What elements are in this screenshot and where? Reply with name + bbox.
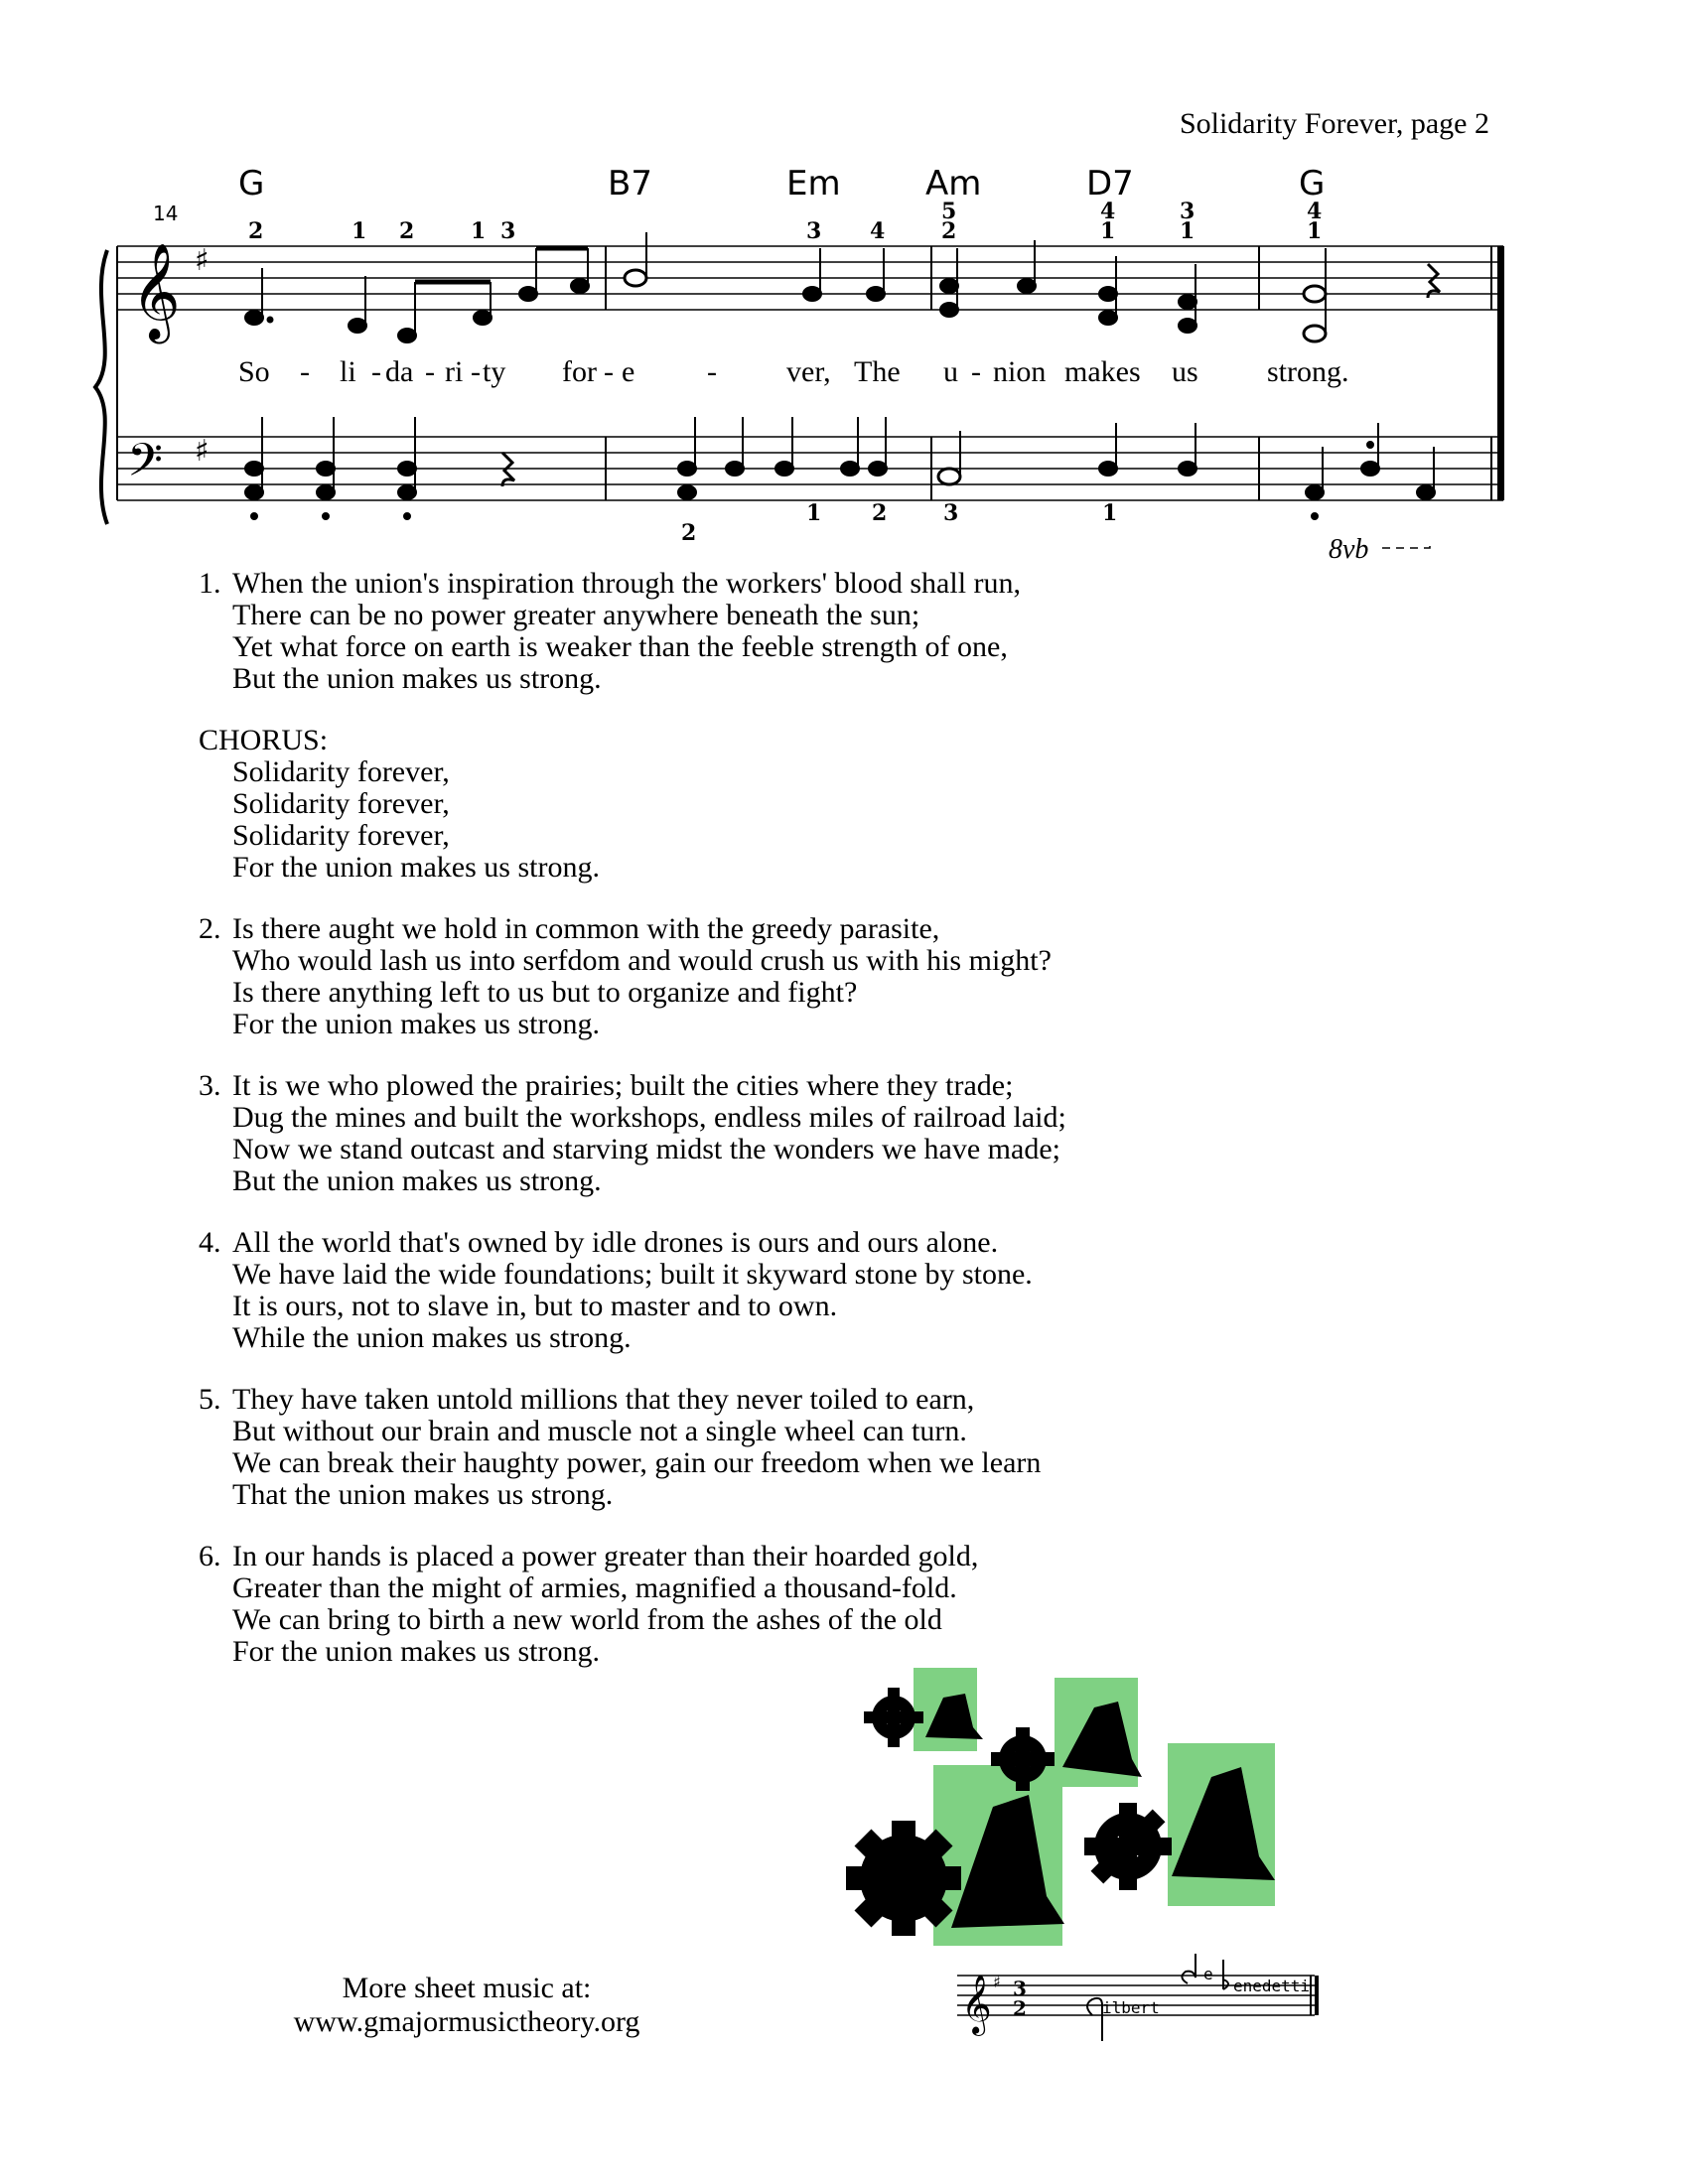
chord-symbol: G <box>1299 164 1326 204</box>
union-gears-logo <box>834 1668 1311 1946</box>
verse-line: Who would lash us into serfdom and would crush us with his might? <box>232 944 1052 977</box>
verse <box>199 1227 1066 1354</box>
verse-line: Is there anything left to us but to organize and fight? <box>232 976 858 1009</box>
verse <box>199 568 1066 695</box>
fingering-number: 1 <box>1307 218 1323 244</box>
fingering-number: 4 <box>1307 199 1323 224</box>
footer <box>238 1972 695 2039</box>
fingering-number: 1 <box>1100 218 1116 244</box>
fingering-number: 1 <box>1180 218 1196 244</box>
fingering-number: 3 <box>1180 199 1196 224</box>
lyric-syllable: - <box>971 355 981 388</box>
verse <box>199 913 1066 1040</box>
chord-symbol: D7 <box>1086 164 1134 204</box>
verse-line: It is we who plowed the prairies; built the cities where they trade; <box>232 1069 1014 1102</box>
verse-line: All the world that's owned by idle drones is ours and ours alone. <box>232 1226 999 1259</box>
verse-line: We can bring to birth a new world from the ashes of the old <box>232 1603 942 1636</box>
verse-line: While the union makes us strong. <box>232 1321 632 1354</box>
verse <box>199 1070 1066 1197</box>
lyric-syllable: u <box>943 355 958 388</box>
lyric-syllable: - <box>707 355 717 388</box>
verse-line: Now we stand outcast and starving midst the wonders we have made; <box>232 1133 1060 1165</box>
chord-symbol: Am <box>925 164 982 204</box>
verse-line: That the union makes us strong. <box>232 1478 614 1511</box>
website-link[interactable]: www.gmajormusictheory.org <box>293 2005 640 2038</box>
time-signature-top: 3 <box>1013 1977 1027 2000</box>
lyric-syllable: for <box>562 355 597 388</box>
time-signature-bottom: 2 <box>1013 1996 1027 2020</box>
fingering-number: 2 <box>248 218 264 244</box>
verse-line: We can break their haughty power, gain our freedom when we learn <box>232 1446 1042 1479</box>
lyric-syllable: li <box>340 355 356 388</box>
sharp-icon: ♯ <box>195 434 210 469</box>
fingering-number: 3 <box>500 218 516 244</box>
system-brace <box>95 250 107 524</box>
composer-signature <box>953 1954 1331 2043</box>
fingering-number: 1 <box>471 218 487 244</box>
lyric-syllable: - <box>300 355 310 388</box>
lyric-syllable: - <box>604 355 614 388</box>
treble-fingerings <box>248 199 1322 244</box>
footer-text: More sheet music at: <box>342 1972 592 2004</box>
lyric-syllable: ty <box>483 355 506 388</box>
verse-line: When the union's inspiration through the workers' blood shall run, <box>232 567 1022 600</box>
verse-line: We have laid the wide foundations; built it skyward stone by stone. <box>232 1258 1033 1291</box>
verse-line: But without our brain and muscle not a single wheel can turn. <box>232 1415 967 1447</box>
fingering-number: 1 <box>352 218 367 244</box>
lyric-syllable: e <box>622 355 635 388</box>
lyric-syllable: us <box>1172 355 1198 388</box>
treble-notes <box>245 232 1440 342</box>
verse-line: It is ours, not to slave in, but to master and to own. <box>232 1290 838 1322</box>
lyric-syllable: - <box>371 355 381 388</box>
verse-number: 3. <box>199 1069 221 1102</box>
fingering-number: 2 <box>681 520 697 546</box>
fingering-number: 2 <box>941 218 957 244</box>
page-title: Solidarity Forever, page 2 <box>1179 107 1489 140</box>
lyric-syllable: nion <box>993 355 1047 388</box>
lyric-syllable: makes <box>1064 355 1141 388</box>
verse <box>199 1384 1066 1511</box>
verse <box>199 1541 1066 1668</box>
chorus-line: Solidarity forever, <box>232 755 450 788</box>
fingering-number: 3 <box>943 500 959 526</box>
lyric-syllable: The <box>854 355 901 388</box>
signature-text: ilbert <box>1102 1998 1160 2017</box>
chorus-line: Solidarity forever, <box>232 787 450 820</box>
chorus-label: CHORUS: <box>199 724 329 756</box>
treble-clef-icon: 𝄞 <box>961 1975 992 2034</box>
chord-symbol: Em <box>786 164 841 204</box>
measure-number: 14 <box>153 202 179 225</box>
lyric-syllable: strong. <box>1267 355 1349 388</box>
verse-line: Yet what force on earth is weaker than the feeble strength of one, <box>232 630 1008 663</box>
verse-number: 1. <box>199 567 221 600</box>
chorus-line: Solidarity forever, <box>232 819 450 852</box>
octave-marking: 8vb <box>1329 534 1369 565</box>
music-score <box>0 0 1688 576</box>
bass-fingerings <box>681 500 1117 546</box>
verse-line: Is there aught we hold in common with the greedy parasite, <box>232 912 940 945</box>
lyric-syllable: - <box>471 355 481 388</box>
chorus-line: For the union makes us strong. <box>232 851 600 884</box>
bass-clef-icon: 𝄢 <box>127 434 164 498</box>
lyric-syllable: - <box>425 355 435 388</box>
chorus <box>199 756 1066 884</box>
verse-number: 2. <box>199 912 221 945</box>
verse-number: 5. <box>199 1383 221 1416</box>
signature-text: enedetti <box>1233 1977 1311 1995</box>
sharp-icon: ♯ <box>993 1973 1001 1991</box>
chord-symbol: G <box>238 164 265 204</box>
signature-text: e <box>1203 1965 1213 1983</box>
lyric-syllable: ri <box>445 355 464 388</box>
gear-icon <box>1084 1803 1172 1890</box>
octave-dashes <box>1382 540 1430 548</box>
fingering-number: 3 <box>806 218 822 244</box>
note-d-glyph <box>1182 1954 1196 1983</box>
fingering-number: 1 <box>806 500 822 526</box>
verse-number: 6. <box>199 1540 221 1572</box>
treble-clef-icon: 𝄞 <box>131 242 181 340</box>
verses-section <box>199 568 1066 1698</box>
verse-line: There can be no power greater anywhere beneath the sun; <box>232 599 920 631</box>
verse-line: They have taken untold millions that they never toiled to earn, <box>232 1383 975 1416</box>
verse-line: In our hands is placed a power greater than their hoarded gold, <box>232 1540 979 1572</box>
verse-line: Dug the mines and built the workshops, endless miles of railroad laid; <box>232 1101 1066 1134</box>
sharp-icon: ♯ <box>195 243 210 278</box>
gear-icon <box>846 1821 961 1936</box>
verse-line: Greater than the might of armies, magnified a thousand-fold. <box>232 1571 957 1604</box>
fingering-number: 4 <box>870 218 886 244</box>
fingering-number: 4 <box>1100 199 1116 224</box>
fingering-number: 2 <box>399 218 415 244</box>
lyric-syllable: So <box>238 355 270 388</box>
lyrics-line <box>238 355 1349 388</box>
verse-line: But the union makes us strong. <box>232 662 602 695</box>
chord-symbol: B7 <box>608 164 652 204</box>
verse-line: For the union makes us strong. <box>232 1635 600 1668</box>
verse-number: 4. <box>199 1226 221 1259</box>
verse-line: But the union makes us strong. <box>232 1164 602 1197</box>
lyric-syllable: ver, <box>786 355 831 388</box>
lyric-syllable: da <box>385 355 414 388</box>
fingering-number: 5 <box>941 199 957 224</box>
fingering-number: 1 <box>1102 500 1118 526</box>
verse-line: For the union makes us strong. <box>232 1008 600 1040</box>
fingering-number: 2 <box>872 500 888 526</box>
